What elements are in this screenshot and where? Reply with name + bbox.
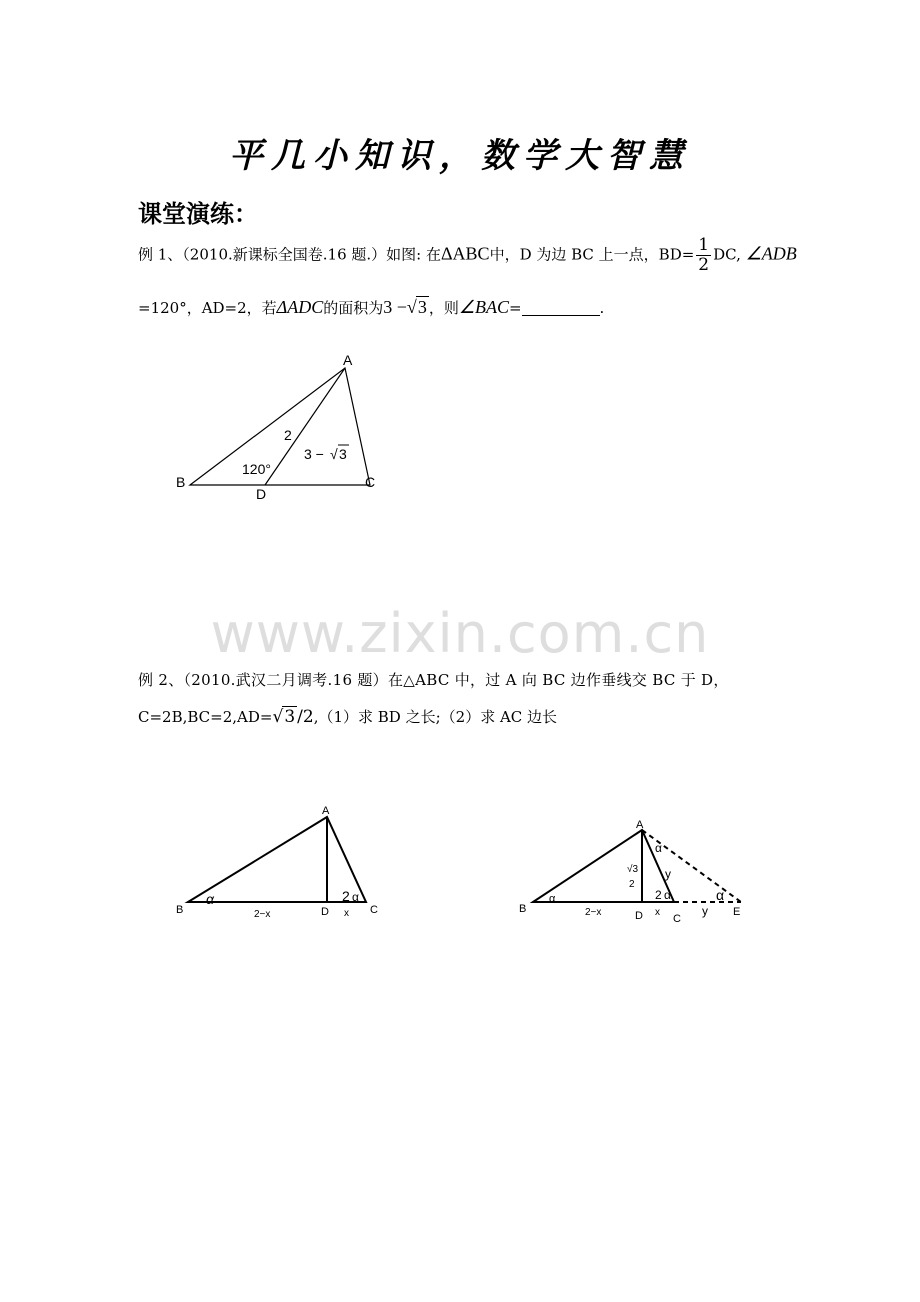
period: . bbox=[599, 299, 605, 317]
watermark: www.zixin.com.cn bbox=[210, 602, 710, 665]
example2-line1: 例 2、（2010.武汉二月调考.16 题）在△ABC 中，过 A 向 BC 边作垂线交 BC 于 D， bbox=[138, 671, 729, 689]
fraction-half bbox=[696, 236, 711, 275]
right-label-alpha-a: α bbox=[655, 841, 662, 855]
label-d: D bbox=[256, 486, 267, 502]
label-a: A bbox=[343, 352, 353, 368]
left-label-b: B bbox=[176, 904, 184, 916]
label-area-a: 3 − bbox=[304, 446, 324, 462]
example1-prefix: 例 1、（2010.新课标全国卷.16 题.）如图: 在 bbox=[138, 245, 441, 264]
svg-text:√: √ bbox=[330, 446, 338, 462]
left-label-alpha: α bbox=[206, 891, 214, 907]
left-label-alpha-c: α bbox=[352, 890, 359, 904]
right-label-d: D bbox=[635, 910, 643, 922]
left-label-d: D bbox=[321, 906, 329, 918]
right-label-ad-den: 2 bbox=[629, 879, 635, 890]
example1-then: ，则 bbox=[428, 299, 459, 317]
right-label-alpha-c: α bbox=[664, 888, 671, 902]
example2-line2-suffix: ,（1）求 BD 之长;（2）求 AC 边长 bbox=[313, 708, 558, 726]
fraction-denominator: 2 bbox=[698, 255, 710, 275]
fraction-numerator: 1 bbox=[698, 235, 710, 255]
right-label-alpha-b: α bbox=[549, 893, 556, 905]
page-title: 平几小知识，数学大智慧 bbox=[229, 136, 691, 176]
right-label-y2: y bbox=[702, 904, 708, 918]
triangle-adc: ΔADC bbox=[276, 297, 324, 317]
figure-example2-right bbox=[515, 812, 755, 927]
right-label-ad-num: √3 bbox=[627, 864, 639, 875]
section-heading: 课堂演练： bbox=[138, 200, 258, 228]
label-area-sqrt: 3 bbox=[339, 446, 347, 462]
right-label-bd: 2−x bbox=[585, 907, 602, 918]
answer-blank bbox=[522, 299, 600, 316]
label-angle-120: 120° bbox=[242, 461, 271, 477]
right-label-alpha-e: α bbox=[716, 887, 725, 903]
left-label-a: A bbox=[322, 805, 330, 817]
figure-example1 bbox=[160, 345, 400, 510]
triangle-right-shape bbox=[533, 830, 674, 902]
area-value-sqrt: 3 bbox=[417, 297, 427, 317]
example1-line1 bbox=[138, 236, 797, 275]
label-b: B bbox=[176, 474, 186, 490]
left-label-two: 2 bbox=[342, 888, 350, 904]
triangle-left-shape bbox=[188, 817, 366, 902]
equals-sign: = bbox=[508, 299, 522, 317]
angle-bac: ∠BAC bbox=[458, 297, 509, 317]
segment-ad bbox=[265, 368, 345, 485]
triangle-abc: ΔABC bbox=[440, 243, 490, 264]
right-label-dc: x bbox=[655, 907, 660, 918]
example2-line2-prefix: C=2B,BC=2,AD= bbox=[138, 708, 273, 726]
right-label-c: C bbox=[673, 913, 681, 925]
area-value-a: 3 − bbox=[383, 297, 407, 317]
left-label-bd: 2−x bbox=[254, 909, 271, 920]
label-ad-length: 2 bbox=[284, 427, 292, 443]
triangle-abc-shape bbox=[190, 368, 370, 485]
left-label-dc: x bbox=[344, 908, 349, 919]
right-label-e: E bbox=[733, 906, 741, 918]
left-label-c: C bbox=[370, 904, 378, 916]
example1-line2-prefix: =120°，AD=2，若 bbox=[138, 299, 277, 317]
ad-sqrt: 3 bbox=[284, 707, 296, 727]
right-label-a: A bbox=[636, 819, 644, 831]
angle-adb: ∠ADB bbox=[745, 243, 797, 264]
right-label-two: 2 bbox=[655, 888, 662, 902]
example2-line2: C=2B,BC=2,AD=√3 /2,（1）求 BD 之长;（2）求 AC 边长 bbox=[138, 707, 558, 727]
figure-example2-left bbox=[170, 800, 390, 925]
right-label-b: B bbox=[519, 903, 527, 915]
example1-after-frac: DC, bbox=[713, 245, 741, 264]
ad-denominator: 2 bbox=[302, 707, 314, 727]
right-label-y1: y bbox=[665, 867, 671, 881]
label-c: C bbox=[365, 474, 376, 490]
example1-line2: =120°，AD=2，若ΔADC的面积为3 −√3 ，则∠BAC= . bbox=[138, 297, 605, 317]
example1-line2-mid: 的面积为 bbox=[323, 299, 384, 317]
example1-mid: 中，D 为边 BC 上一点，BD= bbox=[489, 245, 695, 264]
